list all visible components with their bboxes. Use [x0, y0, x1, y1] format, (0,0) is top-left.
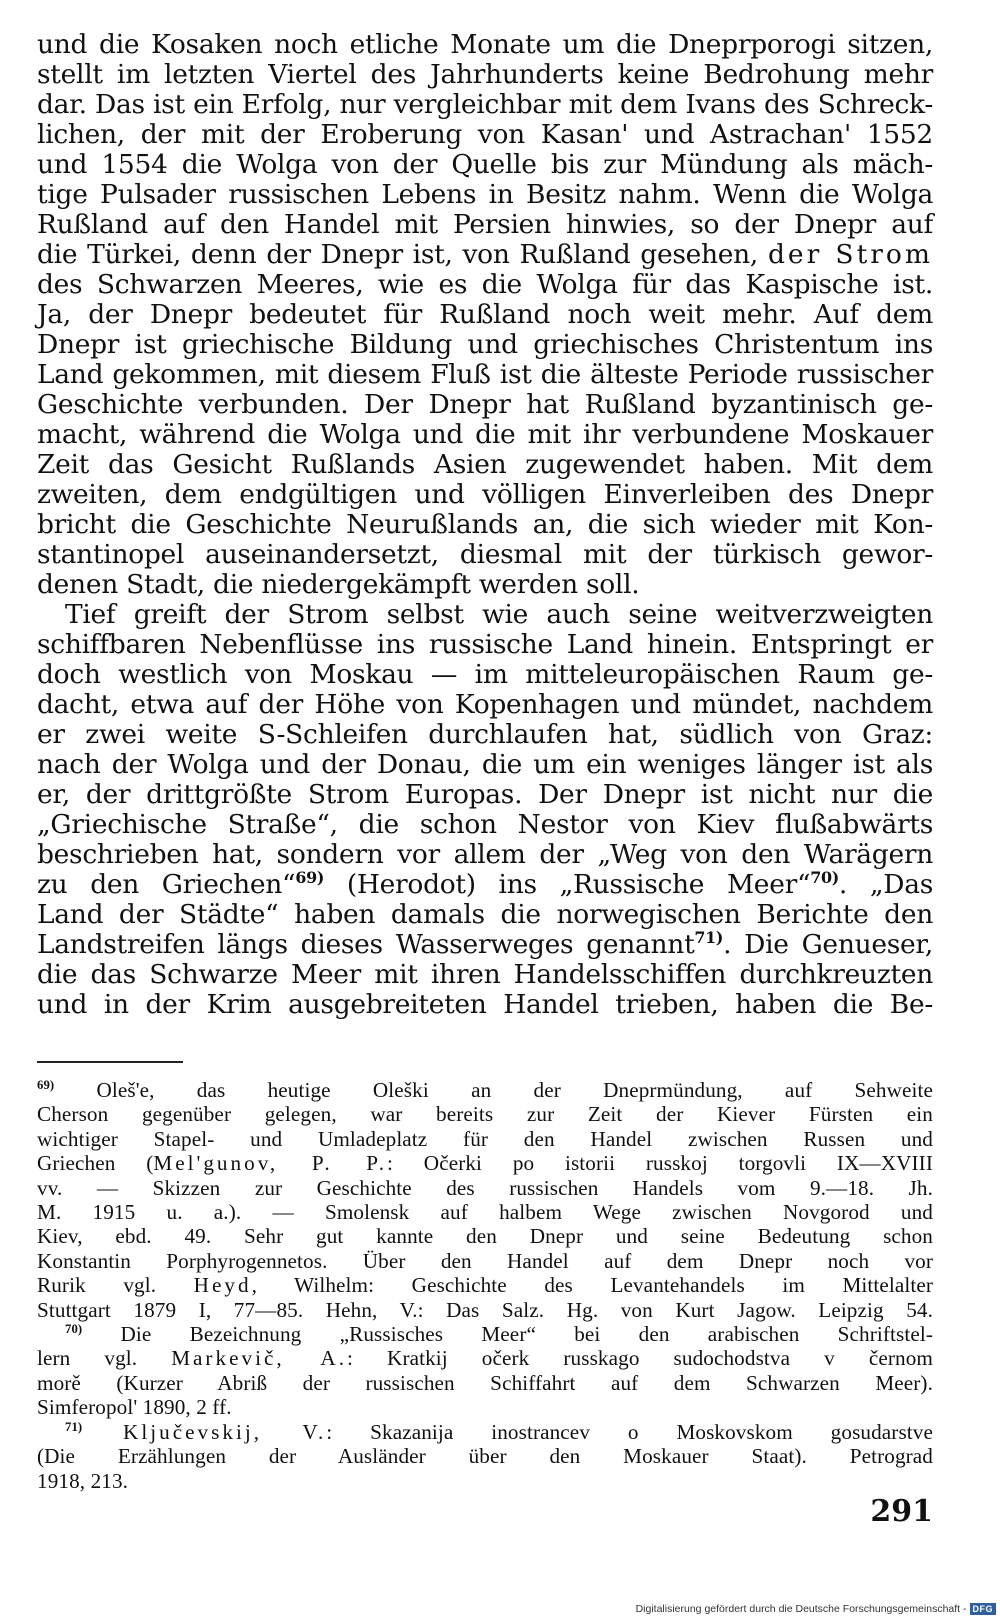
text-line: tige Pulsader russischen Lebens in Besitz nahm. Wenn die Wolga [37, 179, 933, 210]
text-fragment: . „Das [838, 869, 933, 900]
text-line: stantinopel auseinandersetzt, diesmal mit der türkisch gewor- [37, 539, 933, 570]
footnote-line [37, 1420, 933, 1444]
text-fragment: lern vgl. [37, 1346, 172, 1371]
text-line: macht, während die Wolga und die mit ihr verbundene Moskauer [37, 419, 933, 450]
text-fragment: . Die Genueser, [723, 929, 933, 960]
text-line [37, 930, 933, 960]
text-fragment: : Očerki po istorii russkoj torgovli IX—XVIII [387, 1151, 933, 1176]
text-line: denen Stadt, die niedergekämpft werden soll. [37, 569, 640, 600]
emphasized-text: der Strom [767, 239, 933, 270]
page-number: 291 [870, 1494, 933, 1529]
footnote-line [37, 1322, 933, 1346]
text-line: „Griechische Straße“, die schon Nestor von Kiev flußabwärts [37, 809, 933, 840]
text-fragment: Die Bezeichnung „Russisches Meer“ bei den arabischen Schriftstel- [82, 1322, 933, 1347]
text-line: Land gekommen, mit diesem Fluß ist die älteste Periode russischer [37, 359, 933, 390]
text-line: stellt im letzten Viertel des Jahrhunderts keine Bedrohung mehr [37, 59, 933, 90]
footnotes [37, 1078, 933, 1493]
text-line [37, 240, 933, 270]
author-name: Ključevskij, V. [82, 1419, 327, 1444]
credit-text: Digitalisierung gefördert durch die Deutsche Forschungsgemeinschaft - [635, 1603, 967, 1615]
text-fragment: zu den Griechen“ [37, 869, 296, 900]
footnote-line: Kiev, ebd. 49. Sehr gut kannte den Dnepr und seine Bedeutung schon [37, 1224, 933, 1249]
text-fragment: Rurik vgl. [37, 1273, 194, 1298]
footnote-line: wichtiger Stapel- und Umladeplatz für den Handel zwischen Russen und [37, 1126, 933, 1151]
text-line: die das Schwarze Meer mit ihren Handelsschiffen durchkreuzten [37, 959, 933, 990]
text-fragment: Griechen ( [37, 1151, 154, 1176]
text-fragment: , Wilhelm: Geschichte des Levantehandels im Mittelalter [251, 1273, 933, 1298]
footnote-line [37, 1151, 933, 1175]
text-line: und 1554 die Wolga von der Quelle bis zur Mündung als mäch- [37, 149, 933, 180]
footnote-divider [37, 1061, 183, 1063]
text-line: beschrieben hat, sondern vor allem der „Weg von den Warägern [37, 839, 933, 870]
main-text [37, 30, 933, 1020]
footnote-line: Stuttgart 1879 I, 77—85. Hehn, V.: Das Salz. Hg. von Kurt Jagow. Leipzig 54. [37, 1297, 933, 1322]
text-line: er zwei weite S-Schleifen durchlaufen hat, südlich von Graz: [37, 719, 933, 750]
footnote-line: vv. — Skizzen zur Geschichte des russischen Handels vom 9.—18. Jh. [37, 1175, 933, 1200]
footnote-line [37, 1346, 933, 1370]
footnote-number: 69) [37, 1077, 55, 1092]
digitization-credit [636, 1603, 996, 1615]
footnote-number: 70) [65, 1322, 83, 1336]
text-line: und in der Krim ausgebreiteten Handel trieben, haben die Be- [37, 989, 933, 1020]
author-name: Heyd [193, 1273, 252, 1298]
footnote-line: Simferopol' 1890, 2 ff. [37, 1395, 232, 1420]
text-line: Land der Städte“ haben damals die norwegischen Berichte den [37, 899, 933, 930]
footnote-ref: 70) [810, 868, 839, 888]
footnote-line: Cherson gegenüber gelegen, war bereits zur Zeit der Kiever Fürsten ein [37, 1102, 933, 1127]
text-line: des Schwarzen Meeres, wie es die Wolga für das Kaspische ist. [37, 269, 933, 300]
text-line: bricht die Geschichte Neurußlands an, die sich wieder mit Kon- [37, 509, 933, 540]
text-line: zweiten, dem endgültigen und völligen Einverleiben des Dnepr [37, 479, 933, 510]
text-line: Zeit das Gesicht Rußlands Asien zugewendet haben. Mit dem [37, 449, 933, 480]
text-fragment: (Herodot) ins „Russische Meer“ [324, 869, 811, 900]
text-fragment: : Skazanija inostrancev o Moskovskom gosudarstve [326, 1419, 933, 1444]
footnote-line: (Die Erzählungen der Ausländer über den Moskauer Staat). Petrograd [37, 1444, 933, 1469]
text-line: Geschichte verbunden. Der Dnepr hat Rußland byzantinisch ge- [37, 389, 933, 420]
footnote-line: Konstantin Porphyrogennetos. Über den Handel auf dem Dnepr noch vor [37, 1248, 933, 1273]
text-line: doch westlich von Moskau — im mitteleuropäischen Raum ge- [37, 659, 933, 690]
footnote-line: M. 1915 u. a.). — Smolensk auf halbem Wege zwischen Novgorod und [37, 1200, 933, 1225]
text-fragment: : Kratkij očerk russkago sudochodstva v černom [347, 1346, 933, 1371]
footnote-number: 71) [65, 1419, 83, 1434]
text-line: Dnepr ist griechische Bildung und griechisches Christentum ins [37, 329, 933, 360]
text-line: Tief greift der Strom selbst wie auch seine weitverzweigten [65, 599, 933, 630]
text-line: er, der drittgrößte Strom Europas. Der Dnepr ist nicht nur die [37, 779, 933, 810]
footnote-ref: 71) [694, 928, 724, 948]
footnote-ref: 69) [295, 868, 325, 888]
text-fragment: die Türkei, denn der Dnepr ist, von Rußland gesehen, [37, 239, 768, 270]
text-line: dacht, etwa auf der Höhe von Kopenhagen und mündet, nachdem [37, 689, 933, 720]
text-line: nach der Wolga und der Donau, die um ein weniges länger ist als [37, 749, 933, 780]
footnote-line: morě (Kurzer Abriß der russischen Schiffahrt auf dem Schwarzen Meer). [37, 1370, 933, 1395]
text-line: lichen, der mit der Eroberung von Kasan' und Astrachan' 1552 [37, 119, 933, 150]
text-fragment: Oleš'e, das heutige Oleški an der Dneprmündung, auf Sehweite [54, 1078, 933, 1102]
text-fragment: Landstreifen längs dieses Wasserweges genannt [37, 929, 695, 960]
text-line [37, 870, 933, 900]
text-line: schiffbaren Nebenflüsse ins russische Land hinein. Entspringt er [37, 629, 933, 660]
footnote-line [37, 1273, 933, 1297]
text-line: und die Kosaken noch etliche Monate um die Dneprporogi sitzen, [37, 29, 933, 60]
author-name: Markevič, A. [171, 1346, 348, 1371]
footnote-line [37, 1078, 933, 1102]
text-line: dar. Das ist ein Erfolg, nur vergleichbar mit dem Ivans des Schreck- [37, 89, 933, 120]
text-line: Rußland auf den Handel mit Persien hinwies, so der Dnepr auf [37, 209, 933, 240]
dfg-logo-icon: DFG [970, 1603, 997, 1615]
author-name: Mel'gunov, P. P. [153, 1151, 388, 1176]
text-line: Ja, der Dnepr bedeutet für Rußland noch weit mehr. Auf dem [37, 299, 933, 330]
footnote-line: 1918, 213. [37, 1468, 129, 1493]
